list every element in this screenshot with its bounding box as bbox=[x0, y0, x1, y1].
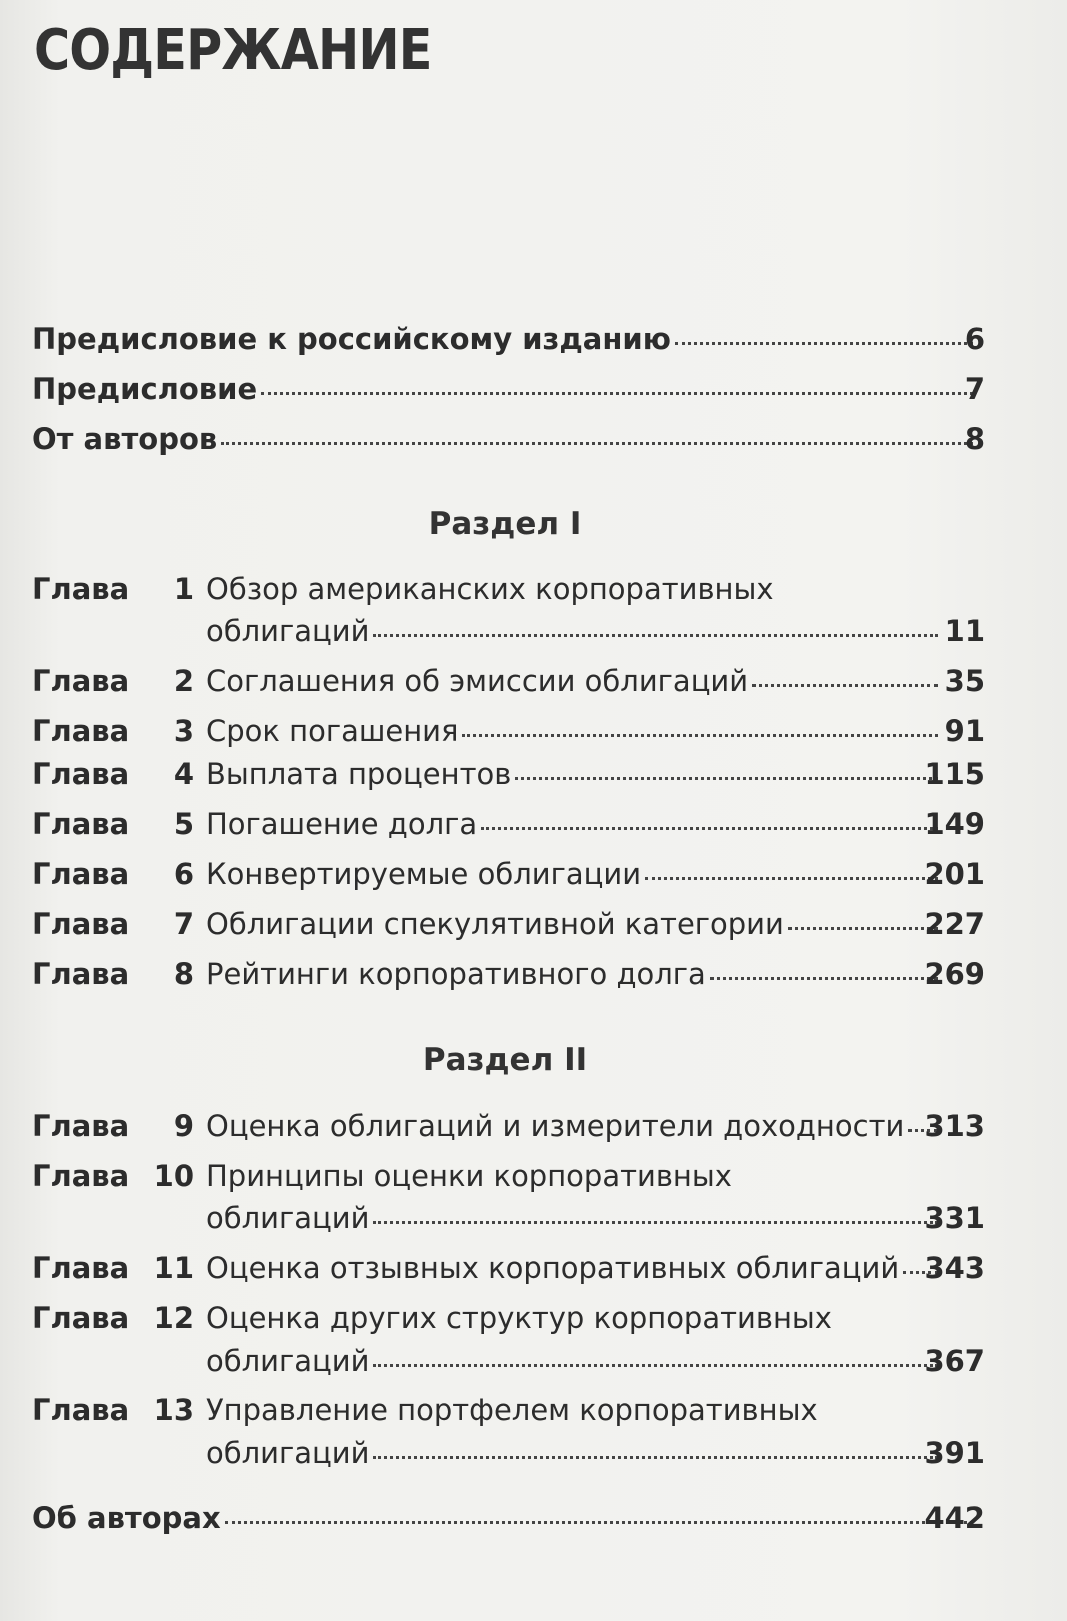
dot-leader bbox=[515, 777, 938, 780]
toc-page-number: 367 bbox=[924, 1344, 985, 1378]
chapter-entry bbox=[32, 753, 1017, 795]
toc-entry-title: Предисловие bbox=[32, 372, 258, 406]
chapter-entry bbox=[32, 568, 1017, 610]
chapter-title-continuation: облигаций bbox=[206, 1344, 370, 1378]
chapter-title: Погашение долга bbox=[206, 807, 478, 841]
toc-entry bbox=[32, 368, 1017, 410]
chapter-number: 4 bbox=[173, 757, 194, 791]
toc-entry-title: Предисловие к российскому изданию bbox=[32, 322, 671, 356]
toc-page-number: 331 bbox=[924, 1201, 985, 1235]
chapter-label: Глава bbox=[32, 857, 130, 891]
section-heading: Раздел II bbox=[422, 1042, 588, 1078]
toc-page-number: 149 bbox=[924, 807, 985, 841]
chapter-label: Глава bbox=[32, 907, 130, 941]
chapter-entry bbox=[32, 1389, 1017, 1431]
toc-page-number: 391 bbox=[924, 1436, 985, 1470]
dot-leader bbox=[710, 977, 938, 980]
chapter-title: Срок погашения bbox=[206, 714, 459, 748]
toc-page-number: 313 bbox=[924, 1109, 985, 1143]
chapter-number: 3 bbox=[173, 714, 194, 748]
toc-entry bbox=[32, 1497, 1017, 1539]
toc-page-number: 7 bbox=[964, 372, 985, 406]
chapter-entry-continuation bbox=[32, 1432, 1017, 1474]
section-heading: Раздел I bbox=[428, 506, 582, 542]
chapter-label: Глава bbox=[32, 1109, 130, 1143]
dot-leader bbox=[462, 734, 938, 737]
chapter-title: Оценка облигаций и измерители доходности bbox=[206, 1109, 905, 1143]
chapter-label: Глава bbox=[32, 957, 130, 991]
chapter-title-continuation: облигаций bbox=[206, 1201, 370, 1235]
chapter-title: Принципы оценки корпоративных bbox=[206, 1159, 732, 1193]
chapter-number: 6 bbox=[173, 857, 194, 891]
toc-page-number: 11 bbox=[944, 614, 985, 648]
chapter-title: Обзор американских корпоративных bbox=[206, 572, 774, 606]
dot-leader bbox=[373, 1364, 938, 1367]
chapter-number: 1 bbox=[173, 572, 194, 606]
chapter-number: 10 bbox=[153, 1159, 194, 1193]
chapter-number: 12 bbox=[153, 1301, 194, 1335]
dot-leader bbox=[645, 877, 938, 880]
chapter-title: Выплата процентов bbox=[206, 757, 512, 791]
toc-page-number: 269 bbox=[924, 957, 985, 991]
chapter-label: Глава bbox=[32, 572, 130, 606]
chapter-entry-continuation bbox=[32, 1340, 1017, 1382]
toc-page-number: 201 bbox=[924, 857, 985, 891]
dot-leader bbox=[788, 927, 938, 930]
dot-leader bbox=[675, 342, 973, 345]
dot-leader bbox=[373, 1456, 938, 1459]
chapter-title: Соглашения об эмиссии облигаций bbox=[206, 664, 749, 698]
chapter-title: Конвертируемые облигации bbox=[206, 857, 642, 891]
chapter-entry bbox=[32, 953, 1017, 995]
chapter-number: 8 bbox=[173, 957, 194, 991]
chapter-number: 13 bbox=[153, 1393, 194, 1427]
chapter-label: Глава bbox=[32, 1159, 130, 1193]
page-title: СОДЕРЖАНИЕ bbox=[34, 18, 432, 83]
toc-page-number: 442 bbox=[924, 1501, 985, 1535]
chapter-entry bbox=[32, 903, 1017, 945]
chapter-number: 5 bbox=[173, 807, 194, 841]
chapter-label: Глава bbox=[32, 714, 130, 748]
chapter-label: Глава bbox=[32, 1251, 130, 1285]
chapter-title: Оценка отзывных корпоративных облигаций bbox=[206, 1251, 900, 1285]
chapter-entry-continuation bbox=[32, 610, 1017, 652]
chapter-label: Глава bbox=[32, 757, 130, 791]
toc-entry-title: Об авторах bbox=[32, 1501, 221, 1535]
chapter-label: Глава bbox=[32, 1393, 130, 1427]
dot-leader bbox=[373, 634, 938, 637]
chapter-entry bbox=[32, 660, 1017, 702]
chapter-entry-continuation bbox=[32, 1197, 1017, 1239]
chapter-title-continuation: облигаций bbox=[206, 1436, 370, 1470]
dot-leader bbox=[225, 1521, 973, 1524]
toc-page-number: 6 bbox=[964, 322, 985, 356]
chapter-title: Управление портфелем корпоративных bbox=[206, 1393, 818, 1427]
chapter-entry bbox=[32, 710, 1017, 752]
toc-page-number: 91 bbox=[944, 714, 985, 748]
toc-page-number: 227 bbox=[924, 907, 985, 941]
dot-leader bbox=[373, 1221, 938, 1224]
chapter-label: Глава bbox=[32, 664, 130, 698]
chapter-title: Оценка других структур корпоративных bbox=[206, 1301, 832, 1335]
chapter-label: Глава bbox=[32, 807, 130, 841]
toc-entry bbox=[32, 418, 1017, 460]
dot-leader bbox=[221, 442, 973, 445]
chapter-entry bbox=[32, 1155, 1017, 1197]
chapter-title: Облигации спекулятивной категории bbox=[206, 907, 784, 941]
chapter-number: 9 bbox=[173, 1109, 194, 1143]
chapter-title-continuation: облигаций bbox=[206, 614, 370, 648]
chapter-entry bbox=[32, 803, 1017, 845]
toc-entry bbox=[32, 318, 1017, 360]
chapter-number: 2 bbox=[173, 664, 194, 698]
chapter-entry bbox=[32, 853, 1017, 895]
chapter-entry bbox=[32, 1247, 1017, 1289]
chapter-label: Глава bbox=[32, 1301, 130, 1335]
chapter-title: Рейтинги корпоративного долга bbox=[206, 957, 706, 991]
dot-leader bbox=[752, 684, 938, 687]
dot-leader bbox=[261, 392, 973, 395]
dot-leader bbox=[481, 827, 938, 830]
chapter-entry bbox=[32, 1297, 1017, 1339]
toc-page-number: 35 bbox=[944, 664, 985, 698]
toc-page-number: 343 bbox=[924, 1251, 985, 1285]
toc-page-number: 115 bbox=[924, 757, 985, 791]
chapter-number: 7 bbox=[173, 907, 194, 941]
chapter-entry bbox=[32, 1105, 1017, 1147]
toc-entry-title: От авторов bbox=[32, 422, 218, 456]
chapter-number: 11 bbox=[153, 1251, 194, 1285]
toc-page-number: 8 bbox=[964, 422, 985, 456]
